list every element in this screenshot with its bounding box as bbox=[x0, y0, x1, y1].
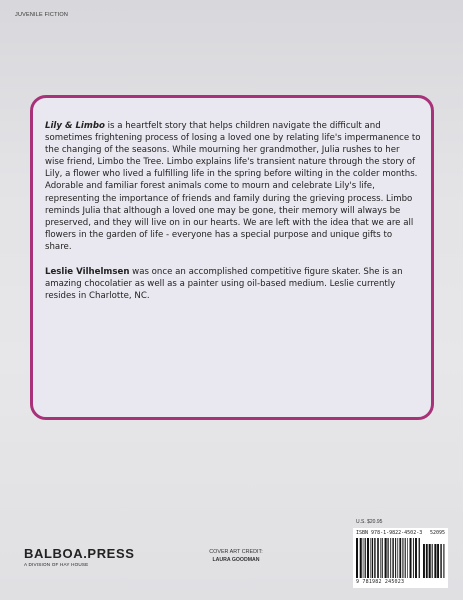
barcode-bar bbox=[429, 544, 431, 578]
author-name: Leslie Vilhelmsen bbox=[45, 267, 130, 278]
barcode-bar bbox=[365, 538, 366, 578]
barcode-bar bbox=[370, 538, 371, 578]
barcode-bar bbox=[434, 544, 436, 578]
barcode-bar bbox=[410, 538, 412, 578]
cover-art-credit bbox=[205, 549, 267, 563]
barcode-bar bbox=[443, 544, 444, 578]
barcode bbox=[353, 528, 448, 588]
book-title: Lily & Limbo bbox=[45, 121, 105, 131]
barcode-bar bbox=[407, 538, 408, 578]
barcode-bar bbox=[399, 538, 401, 578]
barcode-addon-number: 52095 bbox=[429, 530, 445, 536]
barcode-bar bbox=[437, 544, 439, 578]
author-bio-text: was once an accomplished competitive figure skater. She is an amazing chocolatier as well as a painter using oil-based medium. Leslie currently resides in Charlotte, NC. bbox=[45, 267, 403, 302]
publisher-logo-text: BALBOA.PRESS bbox=[24, 546, 135, 561]
barcode-bar bbox=[387, 538, 388, 578]
barcode-bar bbox=[367, 538, 369, 578]
barcode-bar bbox=[397, 538, 398, 578]
barcode-bar bbox=[395, 538, 396, 578]
barcode-bar bbox=[363, 538, 364, 578]
barcode-bar bbox=[426, 544, 428, 578]
isbn-line bbox=[356, 530, 445, 536]
barcode-bar bbox=[382, 538, 383, 578]
addon-barcode-graphic bbox=[423, 544, 445, 578]
barcode-bar bbox=[402, 538, 403, 578]
barcode-bar bbox=[356, 538, 358, 578]
barcode-bar bbox=[440, 544, 441, 578]
synopsis-paragraph bbox=[45, 120, 421, 253]
barcode-bar bbox=[392, 538, 393, 578]
barcode-bar bbox=[432, 544, 433, 578]
barcode-digits: 9 781982 245023 bbox=[356, 579, 405, 585]
barcode-bar bbox=[377, 538, 379, 578]
barcode-bar bbox=[390, 538, 391, 578]
barcode-bar bbox=[374, 538, 375, 578]
barcode-bar bbox=[360, 538, 362, 578]
barcode-bar bbox=[405, 538, 406, 578]
cover-art-credit-name: LAURA GOODMAN bbox=[212, 557, 260, 563]
author-bio-paragraph bbox=[45, 266, 421, 302]
barcode-bar bbox=[415, 538, 417, 578]
publisher-logo bbox=[24, 546, 135, 567]
publisher-subtitle: A DIVISION OF HAY HOUSE bbox=[24, 562, 89, 567]
cover-art-credit-label: COVER ART CREDIT: bbox=[209, 549, 263, 555]
synopsis-text: is a heartfelt story that helps children navigate the difficult and sometimes frightening process of losing a loved one by relating life's impermanence to the changing of the seasons. While mourning her grandmother, Julia rushes to her wise friend, Limbo the Tree. Limbo explains life's transient nature through the story of Lily, a flower who lived a fulfilling life in the spring before wilting in the colder months. Adorable and familiar forest animals come to mourn and celebrate Lily's life, representing the importance of friends and family during the grieving process. Limbo reminds Julia that although a loved one may be gone, their memory will always be preserved, and they will live on in our hearts. We are left with the idea that we are all flowers in the garden of life - everyone has a special purpose and unique gifts to share. bbox=[45, 121, 421, 252]
ean-barcode-graphic bbox=[356, 538, 420, 578]
barcode-bar bbox=[385, 538, 387, 578]
barcode-bar bbox=[380, 538, 381, 578]
price-label: U.S. $20.95 bbox=[356, 519, 383, 525]
barcode-bar bbox=[419, 538, 420, 578]
description-panel bbox=[30, 95, 434, 420]
genre-label: JUVENILE FICTION bbox=[15, 12, 69, 18]
barcode-bar bbox=[423, 544, 425, 578]
isbn-number: ISBN 978-1-9822-4502-3 bbox=[356, 530, 423, 536]
barcode-bar bbox=[372, 538, 373, 578]
barcode-bars bbox=[356, 538, 445, 578]
barcode-bar bbox=[413, 538, 414, 578]
